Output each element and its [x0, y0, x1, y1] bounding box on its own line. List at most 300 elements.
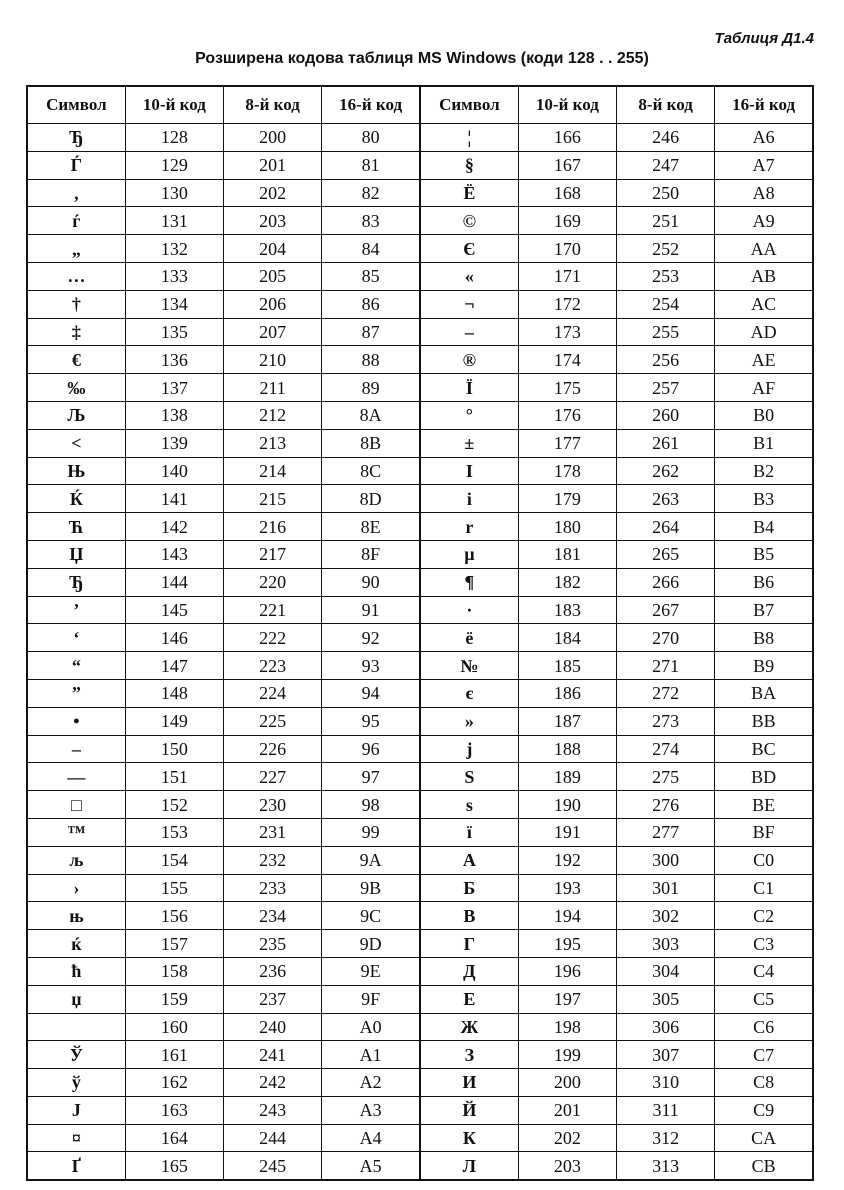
- symbol-cell: Е: [420, 985, 518, 1013]
- code-cell: 170: [518, 235, 616, 263]
- code-cell: 8C: [322, 457, 420, 485]
- table-row: [27, 1152, 813, 1180]
- code-cell: 9B: [322, 874, 420, 902]
- code-cell: 150: [125, 735, 223, 763]
- code-cell: 277: [617, 818, 715, 846]
- code-cell: CA: [715, 1124, 813, 1152]
- symbol-cell: j: [420, 735, 518, 763]
- code-cell: B4: [715, 513, 813, 541]
- code-cell: 92: [322, 624, 420, 652]
- code-cell: 262: [617, 457, 715, 485]
- code-cell: B3: [715, 485, 813, 513]
- code-cell: C7: [715, 1041, 813, 1069]
- table-body: [27, 124, 813, 1181]
- symbol-cell: “: [27, 652, 125, 680]
- code-cell: 160: [125, 1013, 223, 1041]
- code-cell: 133: [125, 262, 223, 290]
- table-row: [27, 957, 813, 985]
- code-cell: 151: [125, 763, 223, 791]
- code-cell: 190: [518, 791, 616, 819]
- table-row: [27, 318, 813, 346]
- code-cell: BF: [715, 818, 813, 846]
- code-cell: 87: [322, 318, 420, 346]
- code-cell: 217: [224, 540, 322, 568]
- code-cell: BB: [715, 707, 813, 735]
- symbol-cell: К: [420, 1124, 518, 1152]
- code-cell: 250: [617, 179, 715, 207]
- code-cell: 97: [322, 763, 420, 791]
- code-cell: 91: [322, 596, 420, 624]
- code-cell: 146: [125, 624, 223, 652]
- code-cell: C9: [715, 1096, 813, 1124]
- code-cell: 213: [224, 429, 322, 457]
- symbol-cell: S: [420, 763, 518, 791]
- code-cell: 158: [125, 957, 223, 985]
- code-cell: 210: [224, 346, 322, 374]
- table-row: [27, 1041, 813, 1069]
- code-cell: 257: [617, 374, 715, 402]
- table-row: [27, 207, 813, 235]
- code-cell: 216: [224, 513, 322, 541]
- code-cell: A4: [322, 1124, 420, 1152]
- code-cell: 153: [125, 818, 223, 846]
- symbol-cell: Є: [420, 235, 518, 263]
- code-cell: 178: [518, 457, 616, 485]
- symbol-cell: ѓ: [27, 207, 125, 235]
- code-cell: 131: [125, 207, 223, 235]
- code-cell: C8: [715, 1069, 813, 1097]
- code-cell: 202: [224, 179, 322, 207]
- table-row: [27, 568, 813, 596]
- symbol-cell: —: [27, 763, 125, 791]
- code-cell: 197: [518, 985, 616, 1013]
- table-row: [27, 735, 813, 763]
- code-cell: 205: [224, 262, 322, 290]
- code-cell: 252: [617, 235, 715, 263]
- symbol-cell: °: [420, 401, 518, 429]
- symbol-cell: ў: [27, 1069, 125, 1097]
- symbol-cell: ©: [420, 207, 518, 235]
- code-cell: 180: [518, 513, 616, 541]
- code-cell: 234: [224, 902, 322, 930]
- code-cell: 182: [518, 568, 616, 596]
- header-cell: Символ: [420, 86, 518, 124]
- code-cell: 247: [617, 151, 715, 179]
- code-cell: 169: [518, 207, 616, 235]
- symbol-cell: З: [420, 1041, 518, 1069]
- code-cell: 8F: [322, 540, 420, 568]
- symbol-cell: †: [27, 290, 125, 318]
- code-cell: 307: [617, 1041, 715, 1069]
- code-cell: 165: [125, 1152, 223, 1180]
- code-cell: 261: [617, 429, 715, 457]
- code-cell: 215: [224, 485, 322, 513]
- code-cell: 9A: [322, 846, 420, 874]
- header-cell: 10-й код: [125, 86, 223, 124]
- symbol-cell: Ґ: [27, 1152, 125, 1180]
- code-cell: B1: [715, 429, 813, 457]
- code-cell: C0: [715, 846, 813, 874]
- code-cell: 211: [224, 374, 322, 402]
- table-row: [27, 401, 813, 429]
- code-cell: C5: [715, 985, 813, 1013]
- code-cell: AB: [715, 262, 813, 290]
- code-cell: 128: [125, 124, 223, 152]
- symbol-cell: И: [420, 1069, 518, 1097]
- code-cell: 8A: [322, 401, 420, 429]
- code-cell: C4: [715, 957, 813, 985]
- code-cell: 149: [125, 707, 223, 735]
- code-cell: 203: [224, 207, 322, 235]
- code-cell: 167: [518, 151, 616, 179]
- code-cell: 203: [518, 1152, 616, 1180]
- code-cell: 204: [224, 235, 322, 263]
- symbol-cell: <: [27, 429, 125, 457]
- code-cell: BC: [715, 735, 813, 763]
- code-cell: 93: [322, 652, 420, 680]
- symbol-cell: ™: [27, 818, 125, 846]
- symbol-cell: ›: [27, 874, 125, 902]
- code-cell: 82: [322, 179, 420, 207]
- code-cell: 85: [322, 262, 420, 290]
- symbol-cell: ё: [420, 624, 518, 652]
- code-cell: 306: [617, 1013, 715, 1041]
- code-cell: 231: [224, 818, 322, 846]
- code-cell: 235: [224, 930, 322, 958]
- code-cell: 174: [518, 346, 616, 374]
- code-cell: 304: [617, 957, 715, 985]
- symbol-cell: Ѓ: [27, 151, 125, 179]
- code-cell: 240: [224, 1013, 322, 1041]
- symbol-cell: •: [27, 707, 125, 735]
- code-cell: 305: [617, 985, 715, 1013]
- code-cell: 137: [125, 374, 223, 402]
- code-cell: 159: [125, 985, 223, 1013]
- symbol-cell: ¦: [420, 124, 518, 152]
- symbol-cell: ¶: [420, 568, 518, 596]
- code-cell: 80: [322, 124, 420, 152]
- code-cell: 225: [224, 707, 322, 735]
- symbol-cell: ¬: [420, 290, 518, 318]
- symbol-cell: ±: [420, 429, 518, 457]
- code-cell: 200: [224, 124, 322, 152]
- code-cell: 177: [518, 429, 616, 457]
- code-cell: 164: [125, 1124, 223, 1152]
- code-cell: 303: [617, 930, 715, 958]
- symbol-cell: ¤: [27, 1124, 125, 1152]
- code-cell: 135: [125, 318, 223, 346]
- code-cell: 256: [617, 346, 715, 374]
- code-cell: 193: [518, 874, 616, 902]
- code-cell: 207: [224, 318, 322, 346]
- code-cell: A8: [715, 179, 813, 207]
- table-row: [27, 513, 813, 541]
- symbol-cell: І: [420, 457, 518, 485]
- code-cell: 221: [224, 596, 322, 624]
- code-cell: 88: [322, 346, 420, 374]
- table-row: [27, 985, 813, 1013]
- code-cell: 212: [224, 401, 322, 429]
- table-row: [27, 262, 813, 290]
- code-cell: A0: [322, 1013, 420, 1041]
- table-row: [27, 1096, 813, 1124]
- code-cell: 301: [617, 874, 715, 902]
- code-cell: 244: [224, 1124, 322, 1152]
- code-cell: 163: [125, 1096, 223, 1124]
- code-cell: 271: [617, 652, 715, 680]
- code-cell: AF: [715, 374, 813, 402]
- code-cell: 168: [518, 179, 616, 207]
- code-cell: 81: [322, 151, 420, 179]
- code-cell: 83: [322, 207, 420, 235]
- symbol-cell: s: [420, 791, 518, 819]
- code-cell: AA: [715, 235, 813, 263]
- symbol-cell: Ђ: [27, 124, 125, 152]
- code-table: [26, 85, 814, 1181]
- code-cell: B6: [715, 568, 813, 596]
- code-cell: 134: [125, 290, 223, 318]
- code-cell: 253: [617, 262, 715, 290]
- code-cell: 176: [518, 401, 616, 429]
- code-cell: 310: [617, 1069, 715, 1097]
- code-cell: 274: [617, 735, 715, 763]
- symbol-cell: Г: [420, 930, 518, 958]
- symbol-cell: њ: [27, 902, 125, 930]
- code-cell: 200: [518, 1069, 616, 1097]
- symbol-cell: [27, 1013, 125, 1041]
- code-cell: 276: [617, 791, 715, 819]
- code-cell: C3: [715, 930, 813, 958]
- code-cell: 260: [617, 401, 715, 429]
- code-cell: 263: [617, 485, 715, 513]
- code-cell: 222: [224, 624, 322, 652]
- code-cell: BA: [715, 679, 813, 707]
- code-cell: 162: [125, 1069, 223, 1097]
- table-row: [27, 429, 813, 457]
- symbol-cell: …: [27, 262, 125, 290]
- code-cell: B9: [715, 652, 813, 680]
- table-row: [27, 540, 813, 568]
- symbol-cell: Б: [420, 874, 518, 902]
- code-cell: 84: [322, 235, 420, 263]
- code-cell: 243: [224, 1096, 322, 1124]
- code-cell: 141: [125, 485, 223, 513]
- code-cell: 8E: [322, 513, 420, 541]
- code-cell: A6: [715, 124, 813, 152]
- code-cell: 195: [518, 930, 616, 958]
- code-cell: CB: [715, 1152, 813, 1180]
- code-cell: C1: [715, 874, 813, 902]
- code-cell: 166: [518, 124, 616, 152]
- header-cell: 16-й код: [322, 86, 420, 124]
- symbol-cell: љ: [27, 846, 125, 874]
- code-cell: 8D: [322, 485, 420, 513]
- symbol-cell: Ќ: [27, 485, 125, 513]
- symbol-cell: Њ: [27, 457, 125, 485]
- code-cell: 94: [322, 679, 420, 707]
- code-cell: 171: [518, 262, 616, 290]
- table-row: [27, 290, 813, 318]
- symbol-cell: ћ: [27, 957, 125, 985]
- code-cell: 95: [322, 707, 420, 735]
- code-cell: BE: [715, 791, 813, 819]
- symbol-cell: ”: [27, 679, 125, 707]
- table-row: [27, 1069, 813, 1097]
- symbol-cell: µ: [420, 540, 518, 568]
- code-cell: 8B: [322, 429, 420, 457]
- symbol-cell: ’: [27, 596, 125, 624]
- table-row: [27, 902, 813, 930]
- code-cell: 143: [125, 540, 223, 568]
- code-cell: A7: [715, 151, 813, 179]
- code-cell: 313: [617, 1152, 715, 1180]
- symbol-cell: ®: [420, 346, 518, 374]
- symbol-cell: «: [420, 262, 518, 290]
- symbol-cell: r: [420, 513, 518, 541]
- code-cell: 9D: [322, 930, 420, 958]
- code-cell: 251: [617, 207, 715, 235]
- symbol-cell: ,: [27, 179, 125, 207]
- symbol-cell: –: [420, 318, 518, 346]
- code-cell: 275: [617, 763, 715, 791]
- table-row: [27, 124, 813, 152]
- code-cell: 157: [125, 930, 223, 958]
- code-cell: 194: [518, 902, 616, 930]
- code-cell: 233: [224, 874, 322, 902]
- symbol-cell: €: [27, 346, 125, 374]
- code-cell: 237: [224, 985, 322, 1013]
- table-title: Розширена кодова таблиця MS Windows (коди 128 . . 255): [195, 50, 649, 67]
- code-cell: 156: [125, 902, 223, 930]
- code-cell: 144: [125, 568, 223, 596]
- table-row: [27, 346, 813, 374]
- table-caption: Таблиця Д1.4: [714, 30, 814, 47]
- code-cell: 199: [518, 1041, 616, 1069]
- symbol-cell: ‘: [27, 624, 125, 652]
- code-cell: 140: [125, 457, 223, 485]
- code-cell: 173: [518, 318, 616, 346]
- symbol-cell: є: [420, 679, 518, 707]
- table-row: [27, 1124, 813, 1152]
- code-cell: 152: [125, 791, 223, 819]
- symbol-cell: ‰: [27, 374, 125, 402]
- table-row: [27, 374, 813, 402]
- symbol-cell: –: [27, 735, 125, 763]
- code-cell: 214: [224, 457, 322, 485]
- header-cell: 10-й код: [518, 86, 616, 124]
- code-cell: 312: [617, 1124, 715, 1152]
- symbol-cell: Ў: [27, 1041, 125, 1069]
- code-cell: 175: [518, 374, 616, 402]
- code-cell: 227: [224, 763, 322, 791]
- code-cell: 189: [518, 763, 616, 791]
- code-cell: 183: [518, 596, 616, 624]
- symbol-cell: Ђ: [27, 568, 125, 596]
- code-cell: AD: [715, 318, 813, 346]
- code-cell: 241: [224, 1041, 322, 1069]
- code-cell: 139: [125, 429, 223, 457]
- code-cell: 220: [224, 568, 322, 596]
- header-cell: Символ: [27, 86, 125, 124]
- code-cell: 255: [617, 318, 715, 346]
- code-cell: A3: [322, 1096, 420, 1124]
- code-cell: 136: [125, 346, 223, 374]
- code-cell: 300: [617, 846, 715, 874]
- code-cell: 96: [322, 735, 420, 763]
- table-row: [27, 457, 813, 485]
- code-cell: 9F: [322, 985, 420, 1013]
- code-cell: 302: [617, 902, 715, 930]
- code-cell: 206: [224, 290, 322, 318]
- code-cell: A5: [322, 1152, 420, 1180]
- code-cell: 172: [518, 290, 616, 318]
- code-cell: 99: [322, 818, 420, 846]
- code-cell: 198: [518, 1013, 616, 1041]
- symbol-cell: ќ: [27, 930, 125, 958]
- code-cell: 311: [617, 1096, 715, 1124]
- table-row: [27, 624, 813, 652]
- symbol-cell: Ж: [420, 1013, 518, 1041]
- code-cell: 98: [322, 791, 420, 819]
- table-row: [27, 1013, 813, 1041]
- code-cell: 185: [518, 652, 616, 680]
- code-cell: 181: [518, 540, 616, 568]
- code-cell: 196: [518, 957, 616, 985]
- table-row: [27, 707, 813, 735]
- code-cell: 226: [224, 735, 322, 763]
- table-row: [27, 930, 813, 958]
- code-cell: B0: [715, 401, 813, 429]
- code-cell: 270: [617, 624, 715, 652]
- header-cell: 8-й код: [224, 86, 322, 124]
- code-cell: C2: [715, 902, 813, 930]
- symbol-cell: Ї: [420, 374, 518, 402]
- table-row: [27, 874, 813, 902]
- code-cell: 89: [322, 374, 420, 402]
- code-cell: 202: [518, 1124, 616, 1152]
- symbol-cell: Д: [420, 957, 518, 985]
- code-cell: 187: [518, 707, 616, 735]
- code-cell: 129: [125, 151, 223, 179]
- code-cell: 232: [224, 846, 322, 874]
- table-row: [27, 818, 813, 846]
- table-row: [27, 763, 813, 791]
- code-cell: 192: [518, 846, 616, 874]
- symbol-cell: ї: [420, 818, 518, 846]
- code-cell: 265: [617, 540, 715, 568]
- code-cell: 148: [125, 679, 223, 707]
- code-cell: 230: [224, 791, 322, 819]
- code-cell: 188: [518, 735, 616, 763]
- code-cell: 254: [617, 290, 715, 318]
- header-cell: 8-й код: [617, 86, 715, 124]
- code-cell: 272: [617, 679, 715, 707]
- code-cell: 267: [617, 596, 715, 624]
- header-cell: 16-й код: [715, 86, 813, 124]
- code-cell: AC: [715, 290, 813, 318]
- symbol-cell: Ё: [420, 179, 518, 207]
- symbol-cell: »: [420, 707, 518, 735]
- code-cell: AE: [715, 346, 813, 374]
- symbol-cell: „: [27, 235, 125, 263]
- code-cell: A9: [715, 207, 813, 235]
- header-row: [27, 86, 813, 124]
- code-cell: A2: [322, 1069, 420, 1097]
- code-cell: 242: [224, 1069, 322, 1097]
- table-row: [27, 846, 813, 874]
- symbol-cell: Й: [420, 1096, 518, 1124]
- symbol-cell: і: [420, 485, 518, 513]
